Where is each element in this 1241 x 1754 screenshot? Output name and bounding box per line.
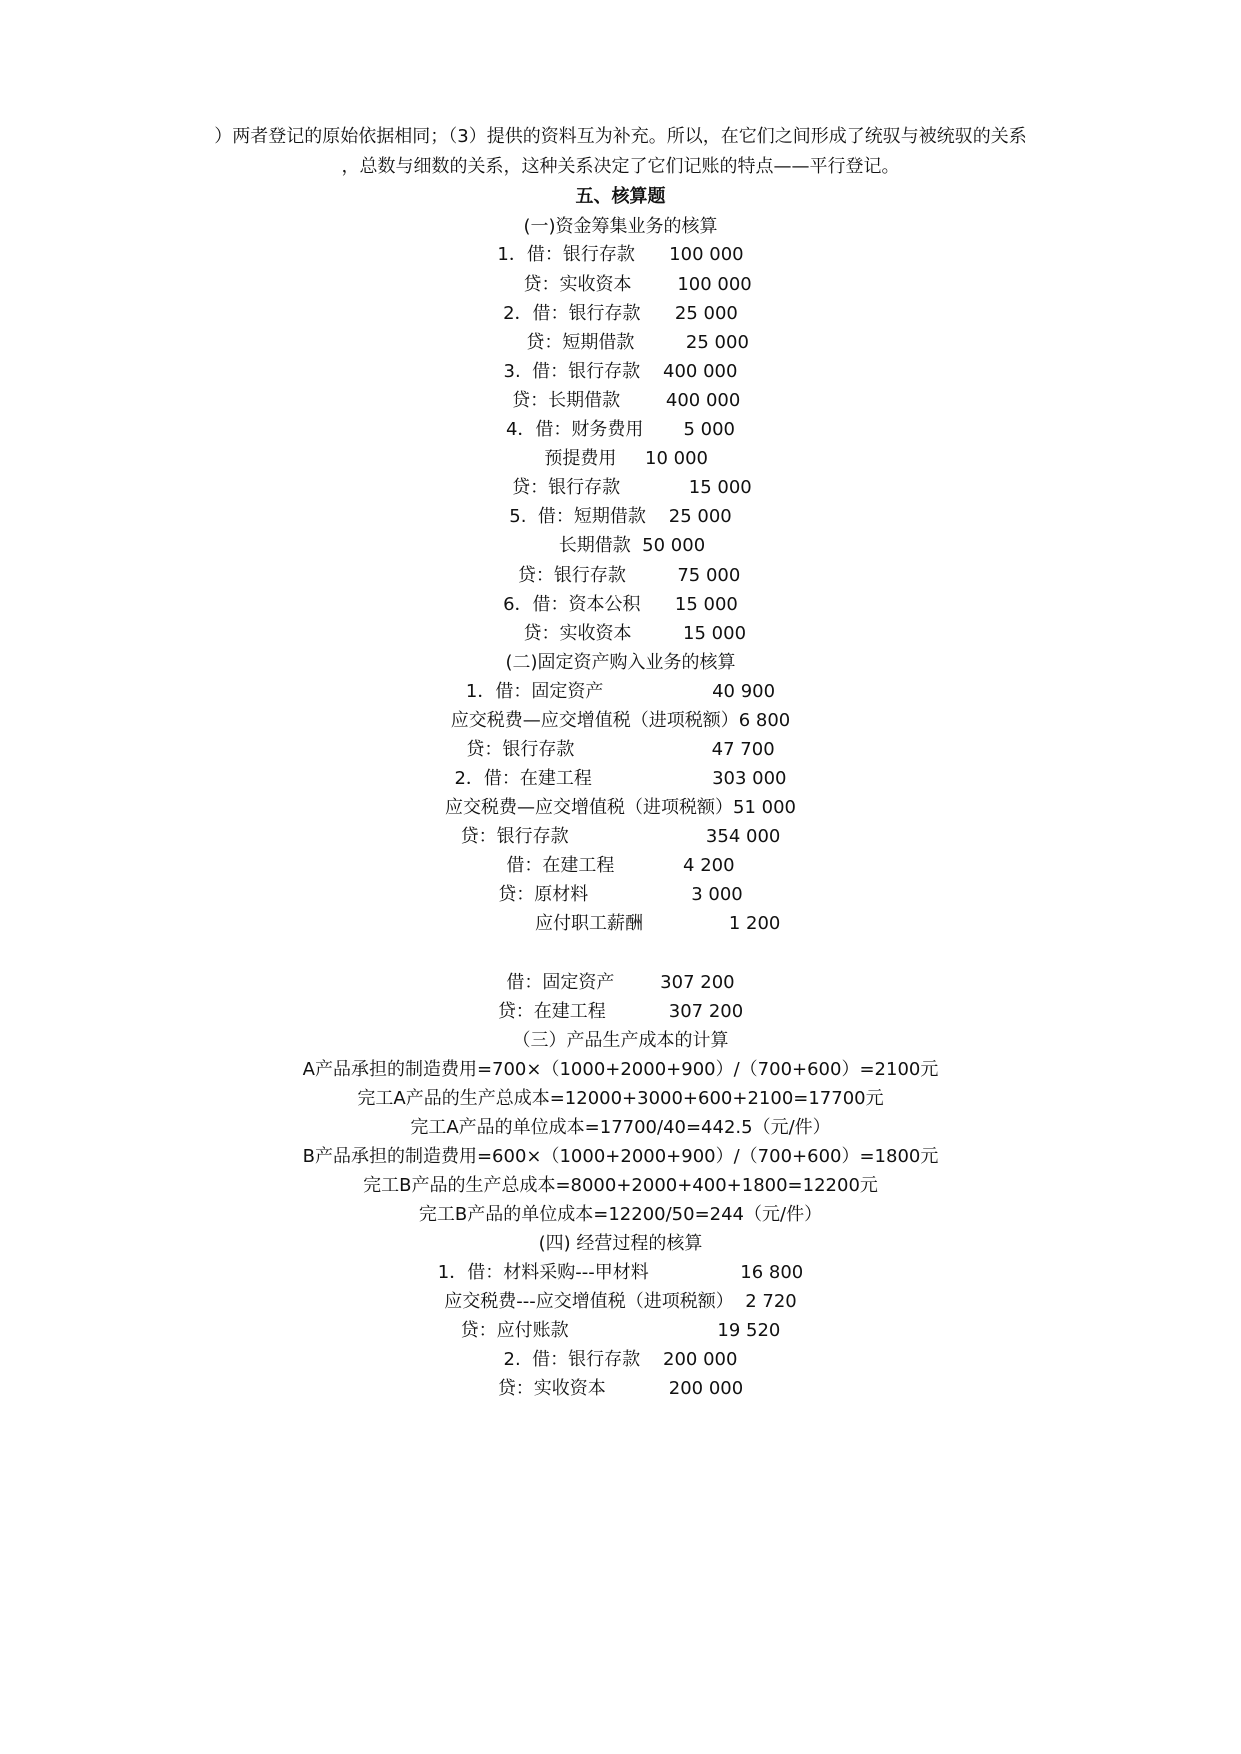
text-line: 1．借：材料采购---甲材料 16 800 [437,1262,804,1283]
text-line: 贷：短期借款 25 000 [492,332,749,353]
text-line: A产品承担的制造费用=700×（1000+2000+900）/（700+600）=2100元 [302,1059,939,1080]
text-line: 4．借：财务费用 5 000 [505,419,736,440]
text-line: (二)固定资产购入业务的核算 [505,652,736,673]
text-line: 完工A产品的生产总成本=12000+3000+600+2100=17700元 [357,1088,884,1109]
text-line: 应交税费—应交增值税（进项税额）6 800 [450,710,791,731]
text-line: 应交税费—应交增值税（进项税额）51 000 [445,797,796,818]
text-line: 借：在建工程 4 200 [506,855,735,876]
text-line: 长期借款 50 000 [535,535,706,556]
text-line: 贷：在建工程 307 200 [497,1001,744,1022]
text-line: 借：固定资产 307 200 [506,972,735,993]
text-line: 贷：实收资本 15 000 [494,623,747,644]
text-line: 贷：长期借款 400 000 [500,390,741,411]
text-line: 2．借：在建工程 303 000 [454,768,787,789]
text-line: 应付职工薪酬 1 200 [460,913,781,934]
text-line: 3. 借：银行存款 400 000 [503,361,738,382]
text-line: (一)资金筹集业务的核算 [523,216,718,237]
section-heading: 五、核算题 [575,186,666,207]
text-line: 贷：实收资本 200 000 [497,1378,744,1399]
text-line: 1．借：固定资产 40 900 [465,681,776,702]
text-line: 贷：银行存款 75 000 [500,565,741,586]
text-line: 2．借：银行存款 25 000 [503,303,738,324]
text-line: （三）产品生产成本的计算 [512,1030,729,1051]
text-line: 6．借：资本公积 15 000 [503,594,738,615]
text-line: 预提费用 10 000 [532,448,709,469]
text-line: 贷：实收资本 100 000 [489,274,752,295]
text-line: 贷：原材料 3 000 [498,884,743,905]
text-line: 1．借：银行存款 100 000 [497,244,744,265]
text-line: 2. 借：银行存款 200 000 [503,1349,738,1370]
text-line: (四) 经营过程的核算 [538,1233,703,1254]
text-line: 贷：银行存款 354 000 [460,826,781,847]
text-line: ）两者登记的原始依据相同；（3）提供的资料互为补充。所以，在它们之间形成了统驭与被统驭的关系 [214,126,1027,147]
text-line: 5. 借：短期借款 25 000 [509,506,732,527]
text-line: ，总数与细数的关系，这种关系决定了它们记账的特点——平行登记。 [341,156,900,177]
text-line: 应交税费---应交增值税（进项税额） 2 720 [444,1291,797,1312]
text-line: 完工B产品的生产总成本=8000+2000+400+1800=12200元 [363,1175,878,1196]
text-line: B产品承担的制造费用=600×（1000+2000+900）/（700+600）=1800元 [302,1146,939,1167]
text-line: 完工A产品的单位成本=17700/40=442.5（元/件） [410,1117,831,1138]
text-line: 完工B产品的单位成本=12200/50=244（元/件） [418,1204,823,1225]
text-line: 贷：银行存款 15 000 [489,477,752,498]
text-line: 贷：银行存款 47 700 [466,739,775,760]
text-line: 贷：应付账款 19 520 [460,1320,781,1341]
